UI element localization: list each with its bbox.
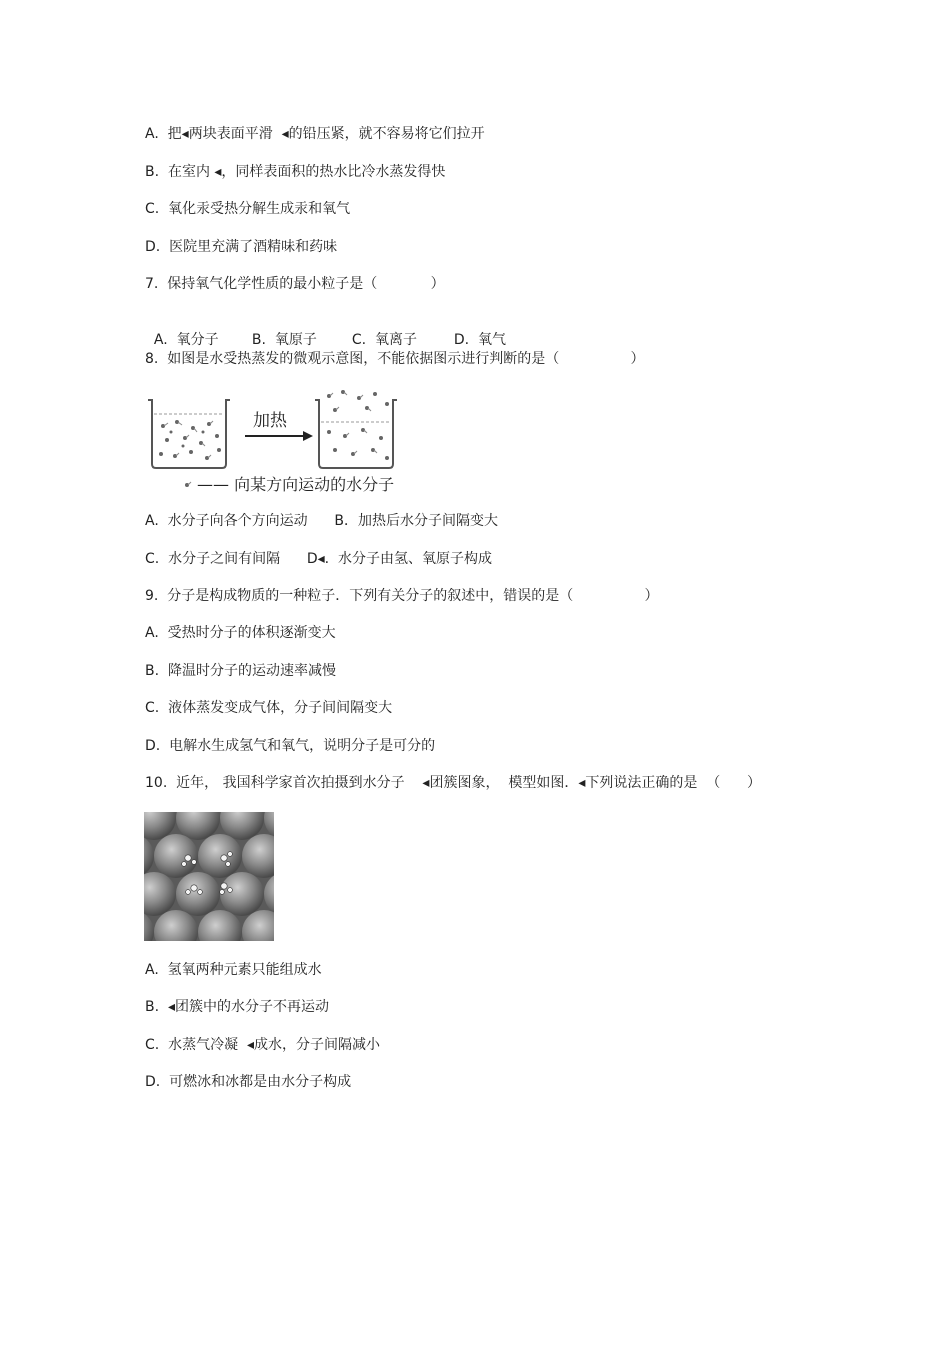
q9-option-a: A. 受热时分子的体积逐渐变大	[145, 625, 336, 641]
water-cluster-model-image	[144, 812, 274, 941]
q10-option-d: D. 可燃冰和冰都是由水分子构成	[145, 1074, 352, 1090]
q6-option-a: A. 把◂两块表面平滑 ◂的铅压紧，就不容易将它们拉开	[145, 126, 485, 142]
q10-option-c: C. 水蒸气冷凝 ◂成水，分子间隔减小	[145, 1037, 381, 1053]
q10-stem: 10. 近年， 我国科学家首次拍摄到水分子 ◂团簇图象， 模型如图．◂下列说法正确的是 （ ）	[145, 775, 761, 791]
q10-option-a: A. 氢氧两种元素只能组成水	[145, 962, 322, 978]
q7-option-c: C. 氧离子	[351, 332, 418, 348]
figure-legend: —— 向某方向运动的水分子	[197, 475, 395, 494]
q8-stem: 8. 如图是水受热蒸发的微观示意图，不能依据图示进行判断的是（ ）	[145, 351, 645, 367]
q7-option-b: B. 氧原子	[251, 332, 317, 348]
water-evaporation-figure	[143, 388, 423, 496]
q10-option-b: B. ◂团簇中的水分子不再运动	[145, 999, 329, 1015]
q6-option-d: D. 医院里充满了酒精味和药味	[145, 239, 338, 255]
q6-option-b: B. 在室内 ◂，同样表面积的热水比冷水蒸发得快	[145, 164, 446, 180]
q9-option-d: D. 电解水生成氢气和氧气，说明分子是可分的	[145, 738, 436, 754]
q6-option-c: C. 氧化汞受热分解生成汞和氧气	[145, 201, 351, 217]
q7-option-a: A. 氧分子	[153, 332, 219, 348]
q8-options-line-1: A. 水分子向各个方向运动 B．加热后水分子间隔变大	[145, 513, 498, 529]
q7-stem: 7. 保持氧气化学性质的最小粒子是（ ）	[145, 276, 445, 292]
q8-options-line-2: C. 水分子之间有间隔 D◂. 水分子由氢、氧原子构成	[145, 551, 492, 567]
q9-stem: 9. 分子是构成物质的一种粒子．下列有关分子的叙述中，错误的是（ ）	[145, 588, 659, 604]
q9-option-b: B. 降温时分子的运动速率减慢	[145, 663, 336, 679]
figure-arrow-label: 加热	[253, 411, 287, 431]
q9-option-c: C. 液体蒸发变成气体，分子间间隔变大	[145, 700, 393, 716]
q7-options	[145, 313, 506, 349]
q7-option-d: D. 氧气	[453, 332, 507, 348]
